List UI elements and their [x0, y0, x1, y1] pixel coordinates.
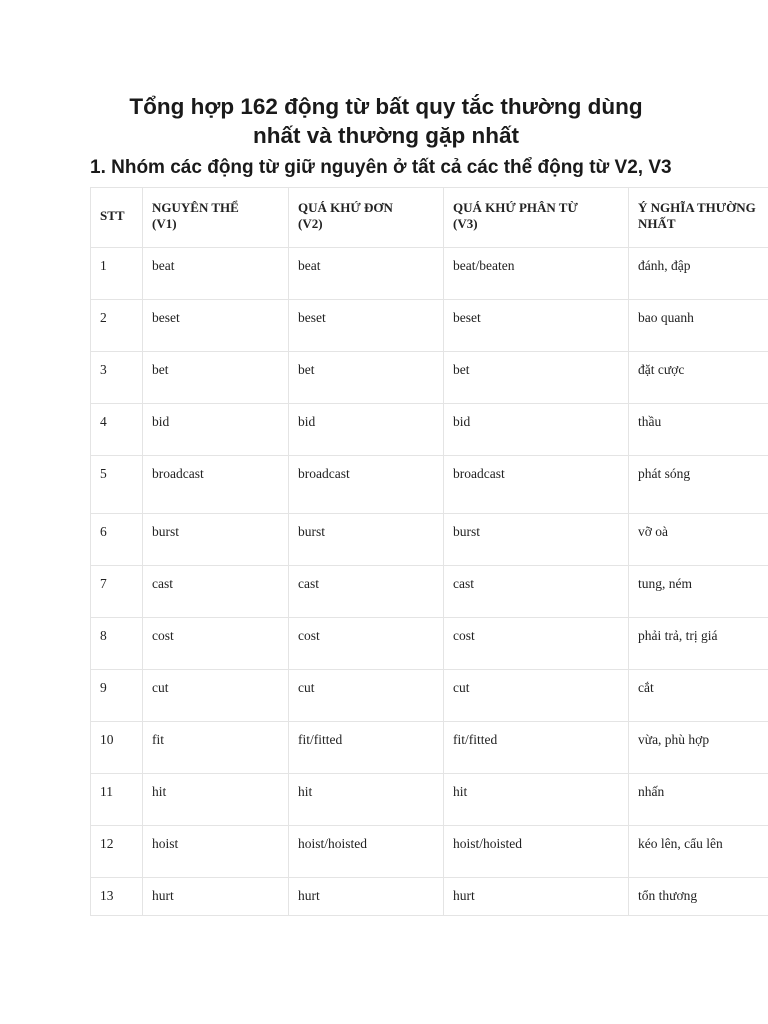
v1-cell: cost: [143, 618, 289, 670]
meaning-cell: vừa, phù hợp: [629, 722, 768, 774]
v1-cell: beat: [143, 248, 289, 300]
header-v3-sub: (V3): [453, 216, 478, 231]
v3-cell: hurt: [444, 878, 629, 916]
stt-cell: 4: [91, 404, 143, 456]
header-v1-label: NGUYÊN THỂ: [152, 200, 239, 215]
v3-cell: cast: [444, 566, 629, 618]
v2-cell: cut: [289, 670, 444, 722]
v3-cell: cut: [444, 670, 629, 722]
v2-cell: broadcast: [289, 456, 444, 514]
header-v3-label: QUÁ KHỨ PHÂN TỪ: [453, 200, 578, 215]
header-meaning-label: Ý NGHĨA THƯỜNG: [638, 200, 756, 215]
v3-cell: cost: [444, 618, 629, 670]
table-row: [91, 300, 768, 352]
header-v2-label: QUÁ KHỨ ĐƠN: [298, 200, 393, 215]
v1-cell: bet: [143, 352, 289, 404]
meaning-cell: đánh, đập: [629, 248, 768, 300]
v1-cell: cast: [143, 566, 289, 618]
v1-cell: cut: [143, 670, 289, 722]
table-row: [91, 878, 768, 916]
meaning-cell: thầu: [629, 404, 768, 456]
v3-cell: bet: [444, 352, 629, 404]
stt-cell: 7: [91, 566, 143, 618]
table-header-row: [91, 188, 768, 248]
v3-cell: bid: [444, 404, 629, 456]
meaning-cell: đặt cược: [629, 352, 768, 404]
header-v2-sub: (V2): [298, 216, 323, 231]
v3-cell: beset: [444, 300, 629, 352]
v2-cell: hoist/hoisted: [289, 826, 444, 878]
meaning-cell: vỡ oà: [629, 514, 768, 566]
v2-cell: bid: [289, 404, 444, 456]
header-v2: [289, 188, 444, 248]
stt-cell: 13: [91, 878, 143, 916]
v2-cell: bet: [289, 352, 444, 404]
meaning-cell: phải trả, trị giá: [629, 618, 768, 670]
v1-cell: broadcast: [143, 456, 289, 514]
irregular-verb-table: [90, 187, 768, 916]
table-row: [91, 618, 768, 670]
table-row: [91, 404, 768, 456]
v1-cell: bid: [143, 404, 289, 456]
v2-cell: beset: [289, 300, 444, 352]
v2-cell: burst: [289, 514, 444, 566]
page-title: [90, 92, 682, 150]
v1-cell: burst: [143, 514, 289, 566]
v3-cell: fit/fitted: [444, 722, 629, 774]
stt-cell: 10: [91, 722, 143, 774]
v3-cell: hoist/hoisted: [444, 826, 629, 878]
v2-cell: hurt: [289, 878, 444, 916]
table-body: [91, 248, 768, 916]
meaning-cell: nhấn: [629, 774, 768, 826]
v2-cell: cost: [289, 618, 444, 670]
header-v3: [444, 188, 629, 248]
table-row: [91, 670, 768, 722]
meaning-cell: phát sóng: [629, 456, 768, 514]
meaning-cell: tổn thương: [629, 878, 768, 916]
header-v1: [143, 188, 289, 248]
meaning-cell: kéo lên, cẩu lên: [629, 826, 768, 878]
v2-cell: beat: [289, 248, 444, 300]
v3-cell: burst: [444, 514, 629, 566]
stt-cell: 2: [91, 300, 143, 352]
v1-cell: hit: [143, 774, 289, 826]
stt-cell: 5: [91, 456, 143, 514]
stt-cell: 1: [91, 248, 143, 300]
meaning-cell: cắt: [629, 670, 768, 722]
table-row: [91, 352, 768, 404]
header-v1-sub: (V1): [152, 216, 177, 231]
v2-cell: cast: [289, 566, 444, 618]
meaning-cell: bao quanh: [629, 300, 768, 352]
v1-cell: hurt: [143, 878, 289, 916]
table-row: [91, 514, 768, 566]
table-row: [91, 774, 768, 826]
v1-cell: hoist: [143, 826, 289, 878]
table-row: [91, 826, 768, 878]
stt-cell: 3: [91, 352, 143, 404]
table-row: [91, 456, 768, 514]
v2-cell: hit: [289, 774, 444, 826]
stt-cell: 11: [91, 774, 143, 826]
header-meaning-sub: NHẤT: [638, 216, 676, 231]
page-title-line-2: nhất và thường gặp nhất: [252, 123, 520, 148]
verb-table-container: [90, 187, 768, 916]
stt-cell: 6: [91, 514, 143, 566]
v3-cell: hit: [444, 774, 629, 826]
section-heading: 1. Nhóm các động từ giữ nguyên ở tất cả các thể động từ V2, V3: [90, 157, 672, 178]
header-stt: [91, 188, 143, 248]
table-row: [91, 248, 768, 300]
v3-cell: broadcast: [444, 456, 629, 514]
stt-cell: 9: [91, 670, 143, 722]
table-row: [91, 566, 768, 618]
meaning-cell: tung, ném: [629, 566, 768, 618]
v1-cell: fit: [143, 722, 289, 774]
page-title-line-1: Tổng hợp 162 động từ bất quy tắc thường dùng: [129, 94, 643, 119]
stt-cell: 8: [91, 618, 143, 670]
v1-cell: beset: [143, 300, 289, 352]
v3-cell: beat/beaten: [444, 248, 629, 300]
table-row: [91, 722, 768, 774]
header-meaning: [629, 188, 768, 248]
header-stt-label: STT: [100, 208, 125, 223]
v2-cell: fit/fitted: [289, 722, 444, 774]
stt-cell: 12: [91, 826, 143, 878]
